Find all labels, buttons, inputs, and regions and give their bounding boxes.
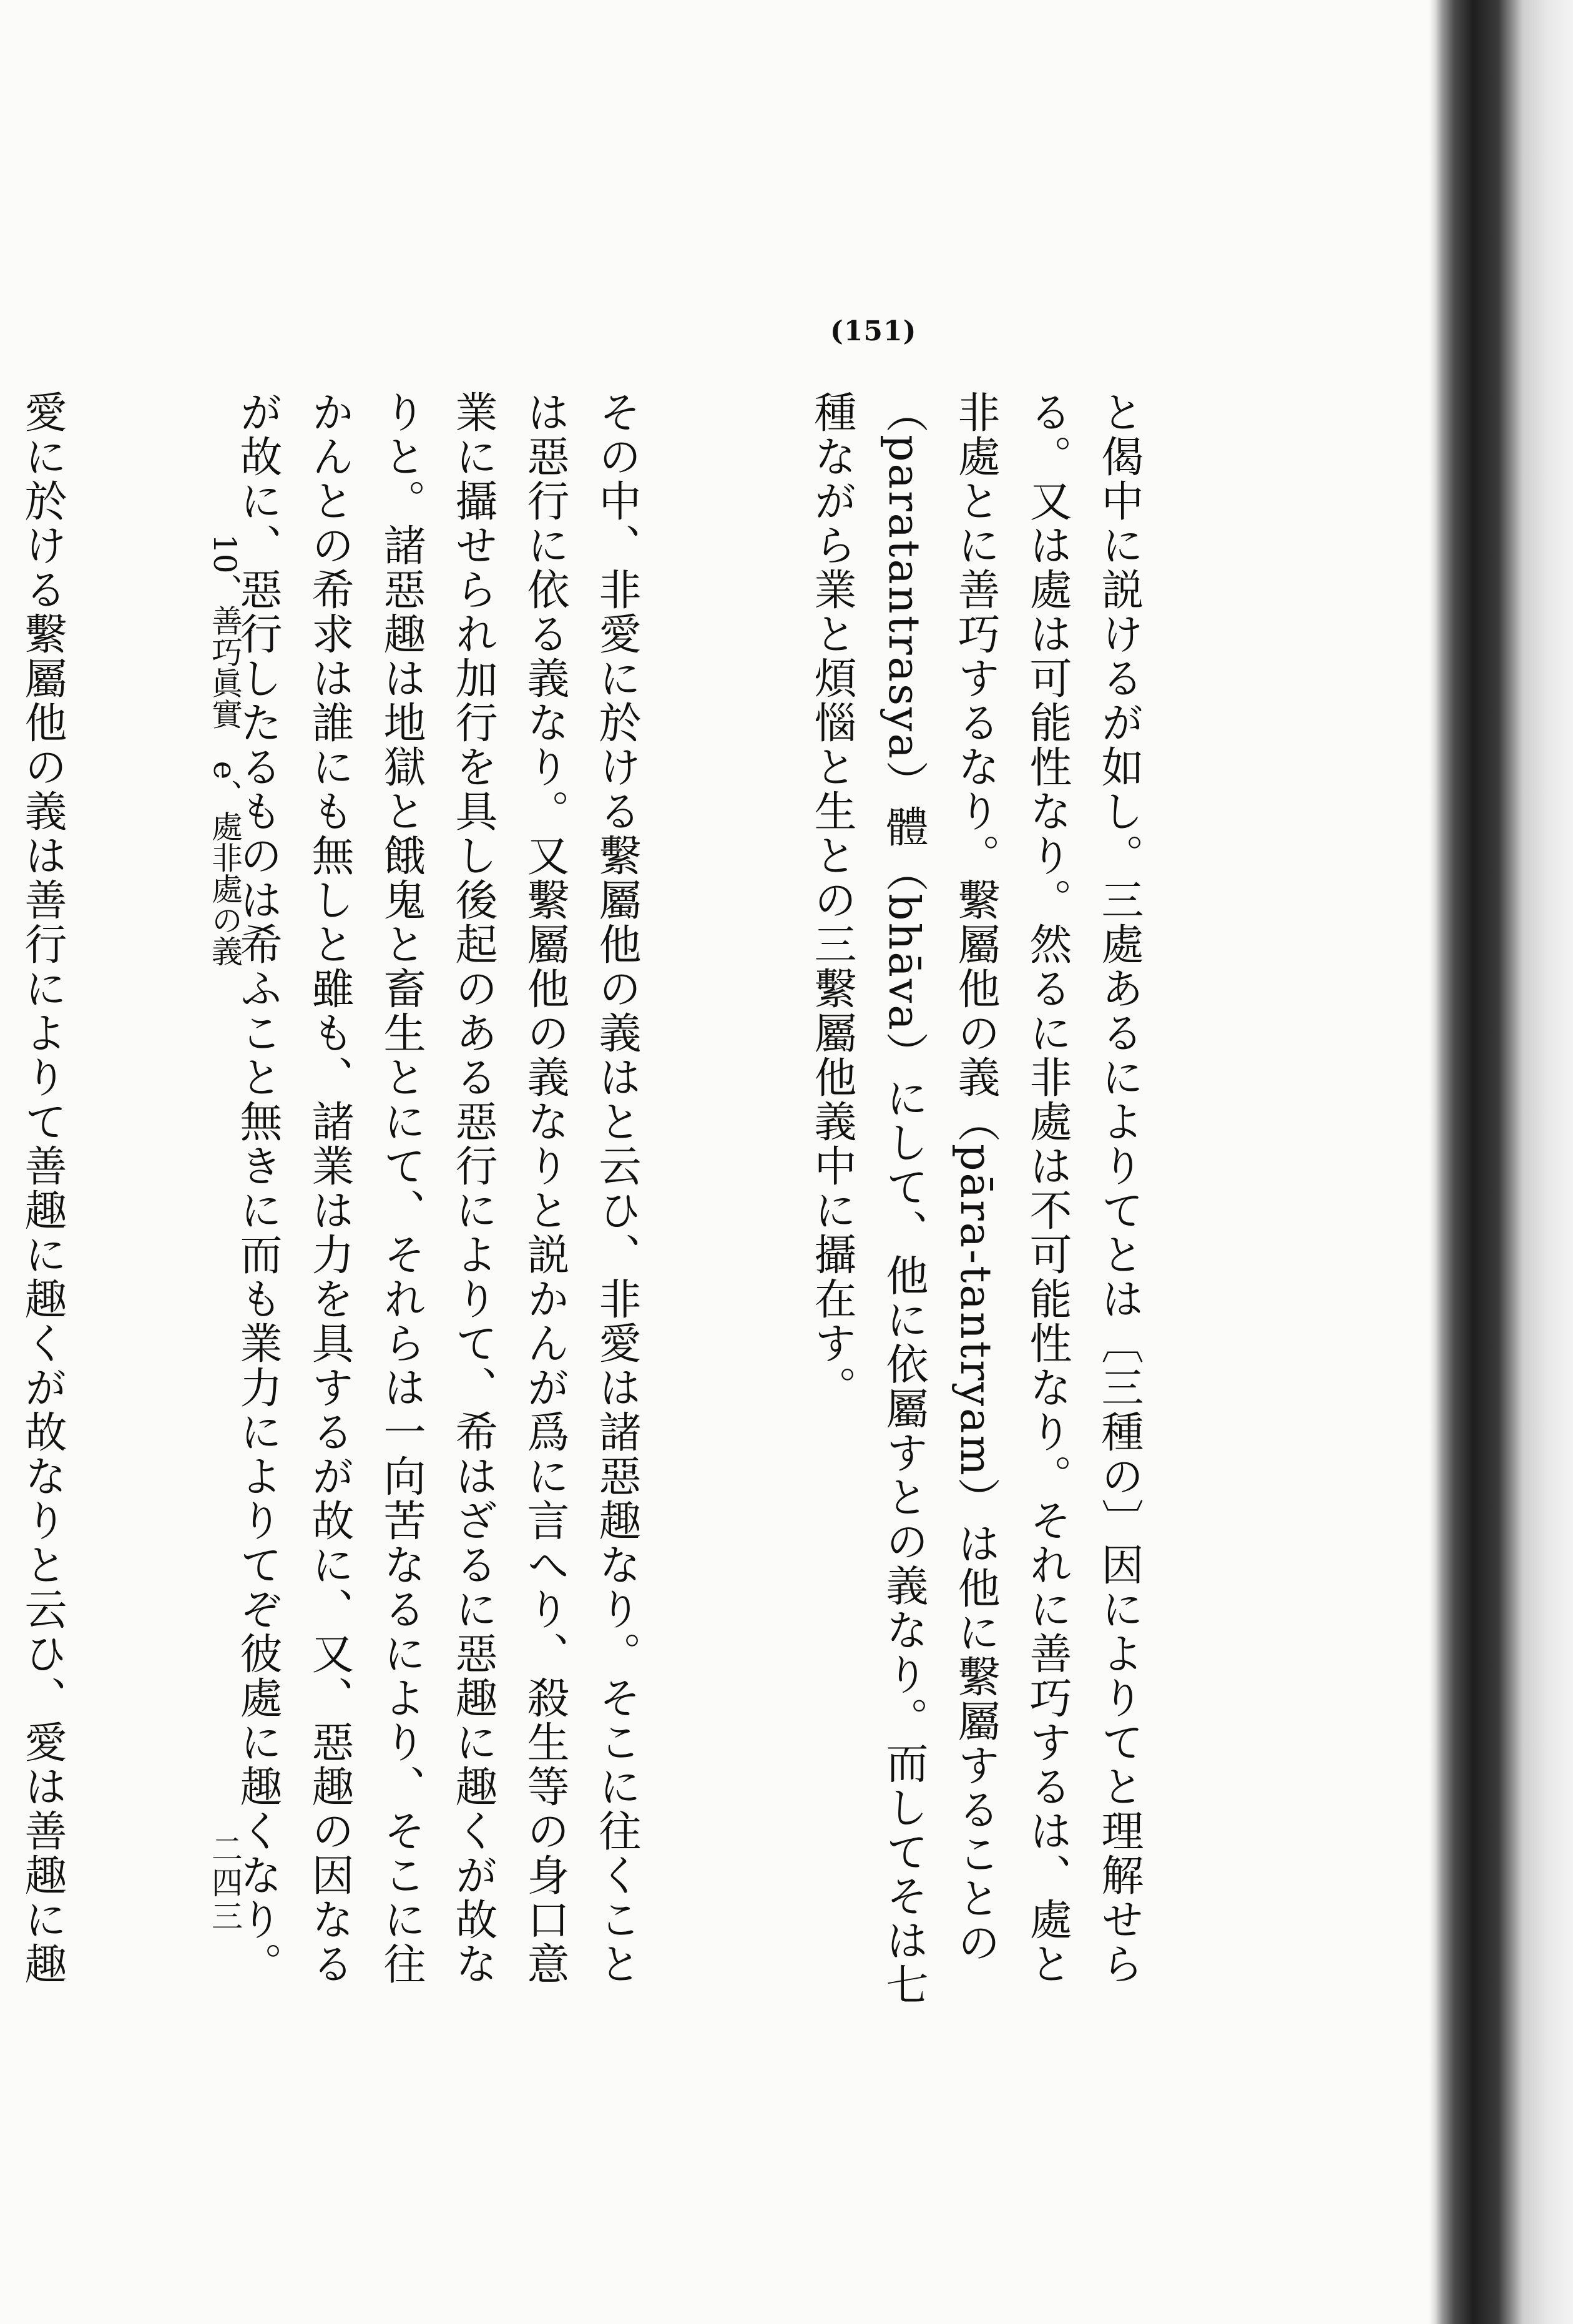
scan-gutter-shadow (1429, 0, 1573, 2324)
paragraph-2: その中、非愛に於ける繫屬他の義はと云ひ、非愛は諸惡趣なり。そこに往くことは惡行に依る義なり。又繫屬他の義なりと説かんが爲に言へり、殺生等の身口意業に攝せられ加行を具し後起のある惡行によりて、希はざるに惡趣に趣くが故なりと。諸惡趣は地獄と餓鬼と畜生とにて、それらは一向苦なるにより、そこに往かんとの希求は誰にも無しと雖も、諸業は力を具するが故に、又、惡趣の因なるが故に、惡行したるものは希ふこと無きに而も業力によりてぞ彼處に趣くなり。 (233, 390, 641, 1986)
paragraph-3: 愛に於ける繫屬他の義は善行によりて善趣に趣くが故なりと云ひ、愛は善趣に趣 (17, 390, 67, 1986)
page-footer (206, 534, 243, 2095)
paragraph-1: と偈中に説けるが如し。三處あるによりてとは〔三種の〕因によりてと理解せらる。又は處は可能性なり。然るに非處は不可能性なり。それに善巧するは、處と非處とに善巧するなり。繫屬他の義（pāra-tantryam）は他に繫屬することの（paratantrasya）體（bhāva）にして、他に依屬すとの義なり。而してそは七種ながら業と煩惱と生との三繫屬他義中に攝在す。 (807, 390, 1144, 2007)
folio: 二四三 (207, 1833, 243, 1934)
page-number: (151) (830, 315, 917, 347)
body-text (0, 390, 1298, 2014)
running-title: 10、善巧眞實 e、處非處の義 (207, 534, 243, 967)
